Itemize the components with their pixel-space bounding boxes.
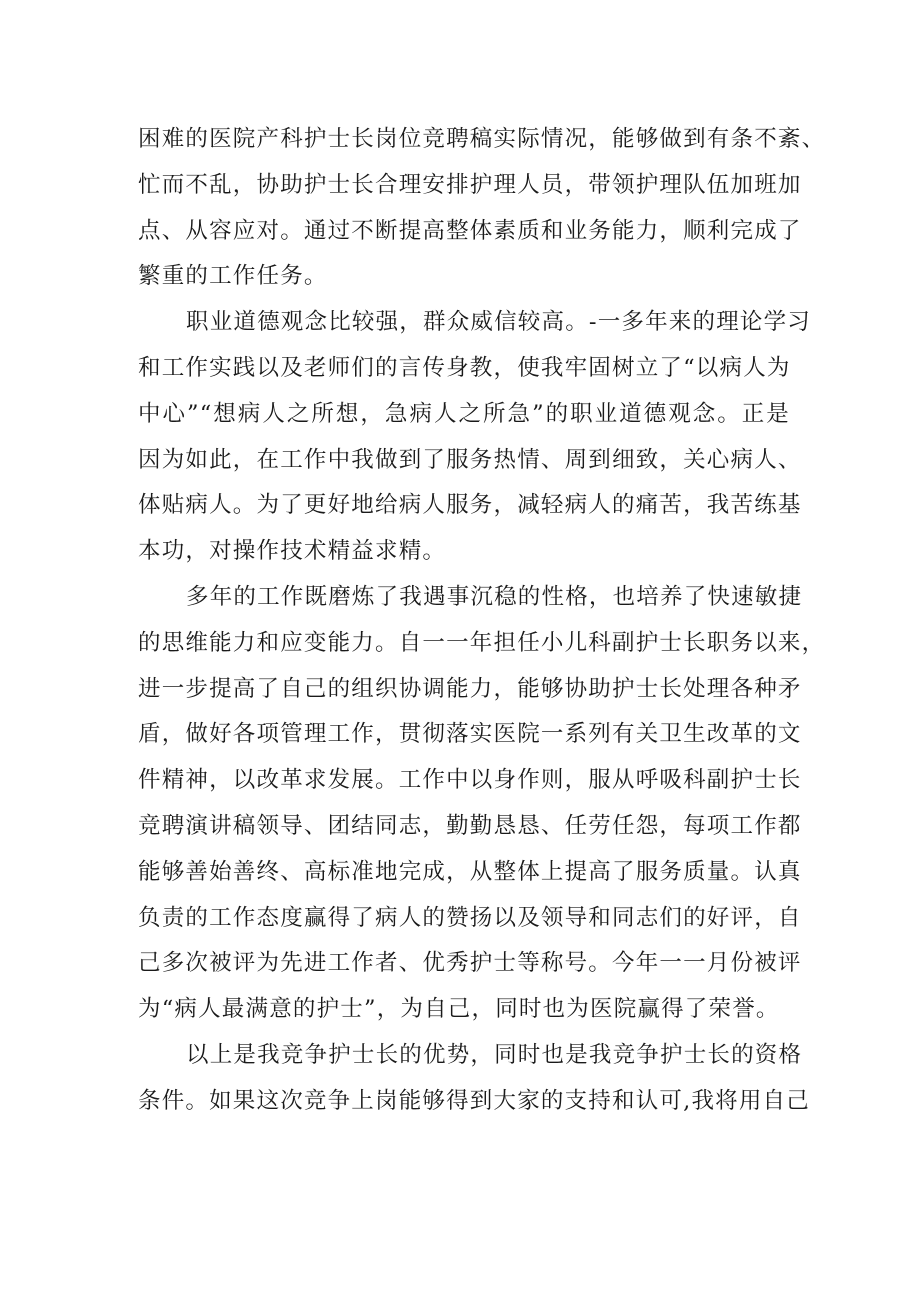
text-line: 体贴病人。为了更好地给病人服务，减轻病人的痛苦，我苦练基 <box>138 492 802 519</box>
text-line: 和工作实践以及老师们的言传身教，使我牢固树立了“以病人为 <box>138 354 791 381</box>
text-line: 己多次被评为先进工作者、优秀护士等称号。今年一一月份被评 <box>138 950 802 977</box>
text-line: 因为如此，在工作中我做到了服务热情、周到细致，关心病人、 <box>138 446 802 473</box>
text-line: 困难的医院产科护士长岗位竞聘稿实际情况，能够做到有条不紊、 <box>138 126 826 152</box>
paragraph <box>138 117 826 300</box>
text-line: 能够善始善终、高标准地完成，从整体上提高了服务质量。认真 <box>138 858 802 885</box>
text-line: 繁重的工作任务。 <box>138 263 328 290</box>
text-line: 职业道德观念比较强，群众威信较高。-一多年来的理论学习 <box>186 309 812 336</box>
paragraph <box>138 300 812 575</box>
text-line: 以上是我竞争护士长的优势，同时也是我竞争护士长的资格 <box>186 1041 803 1068</box>
text-line: 本功，对操作技术精益求精。 <box>138 538 447 565</box>
paragraph <box>138 1033 810 1125</box>
text-line: 为“病人最满意的护士”，为自己，同时也为医院赢得了荣誉。 <box>138 996 780 1023</box>
text-line: 点、从容应对。通过不断提高整体素质和业务能力，顺利完成了 <box>138 217 802 244</box>
text-line: 的思维能力和应变能力。自一一年担任小儿科副护士长职务以来， <box>138 629 826 656</box>
text-line: 多年的工作既磨炼了我遇事沉稳的性格，也培养了快速敏捷 <box>186 583 803 610</box>
text-line: 竞聘演讲稿领导、团结同志，勤勤恳恳、任劳任怨，每项工作都 <box>138 812 802 839</box>
document-body <box>138 117 826 1125</box>
text-line: 盾，做好各项管理工作，贯彻落实医院一系列有关卫生改革的文 <box>138 721 802 748</box>
text-line: 条件。如果这次竞争上岗能够得到大家的支持和认可,我将用自己 <box>138 1087 810 1114</box>
text-line: 负责的工作态度赢得了病人的赞扬以及领导和同志们的好评，自 <box>138 904 802 931</box>
text-line: 忙而不乱，协助护士长合理安排护理人员，带领护理队伍加班加 <box>138 171 802 198</box>
paragraph <box>138 575 826 1033</box>
text-line: 中心”“想病人之所想，急病人之所急”的职业道德观念。正是 <box>138 400 790 427</box>
text-line: 进一步提高了自己的组织协调能力，能够协助护士长处理各种矛 <box>138 675 802 702</box>
text-line: 件精神，以改革求发展。工作中以身作则，服从呼吸科副护士长 <box>138 767 802 794</box>
